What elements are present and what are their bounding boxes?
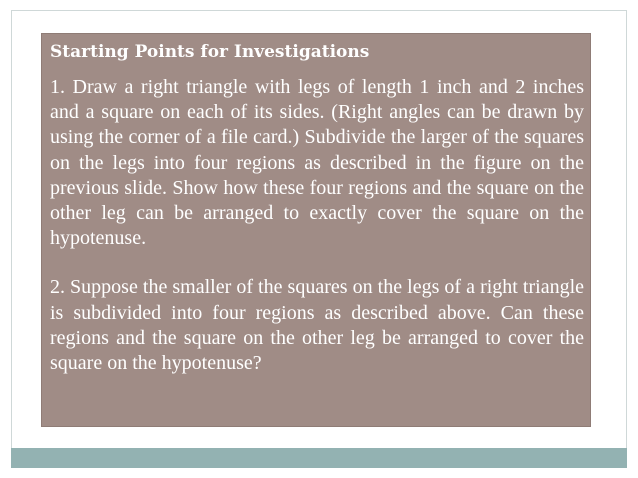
- slide-bottom-bar: [11, 448, 627, 468]
- investigation-paragraph-1: 1. Draw a right triangle with legs of length 1 inch and 2 inches and a square on each of its sides. (Right angles can be drawn by using the corner of a file card.) Subdivide the larger of the squares on the legs into four regions as described in the figure on the previous slide. Show how these four regions and the square on the other leg can be arranged to exactly cover the square on the hypotenuse.: [50, 76, 584, 250]
- content-panel: [41, 33, 591, 427]
- slide-heading: Starting Points for Investigations: [50, 42, 370, 62]
- investigation-paragraph-2: 2. Suppose the smaller of the squares on the legs of a right triangle is subdivided into four regions as described above. Can these regions and the square on the other leg be arranged to cover the square on the hypotenuse?: [50, 276, 584, 375]
